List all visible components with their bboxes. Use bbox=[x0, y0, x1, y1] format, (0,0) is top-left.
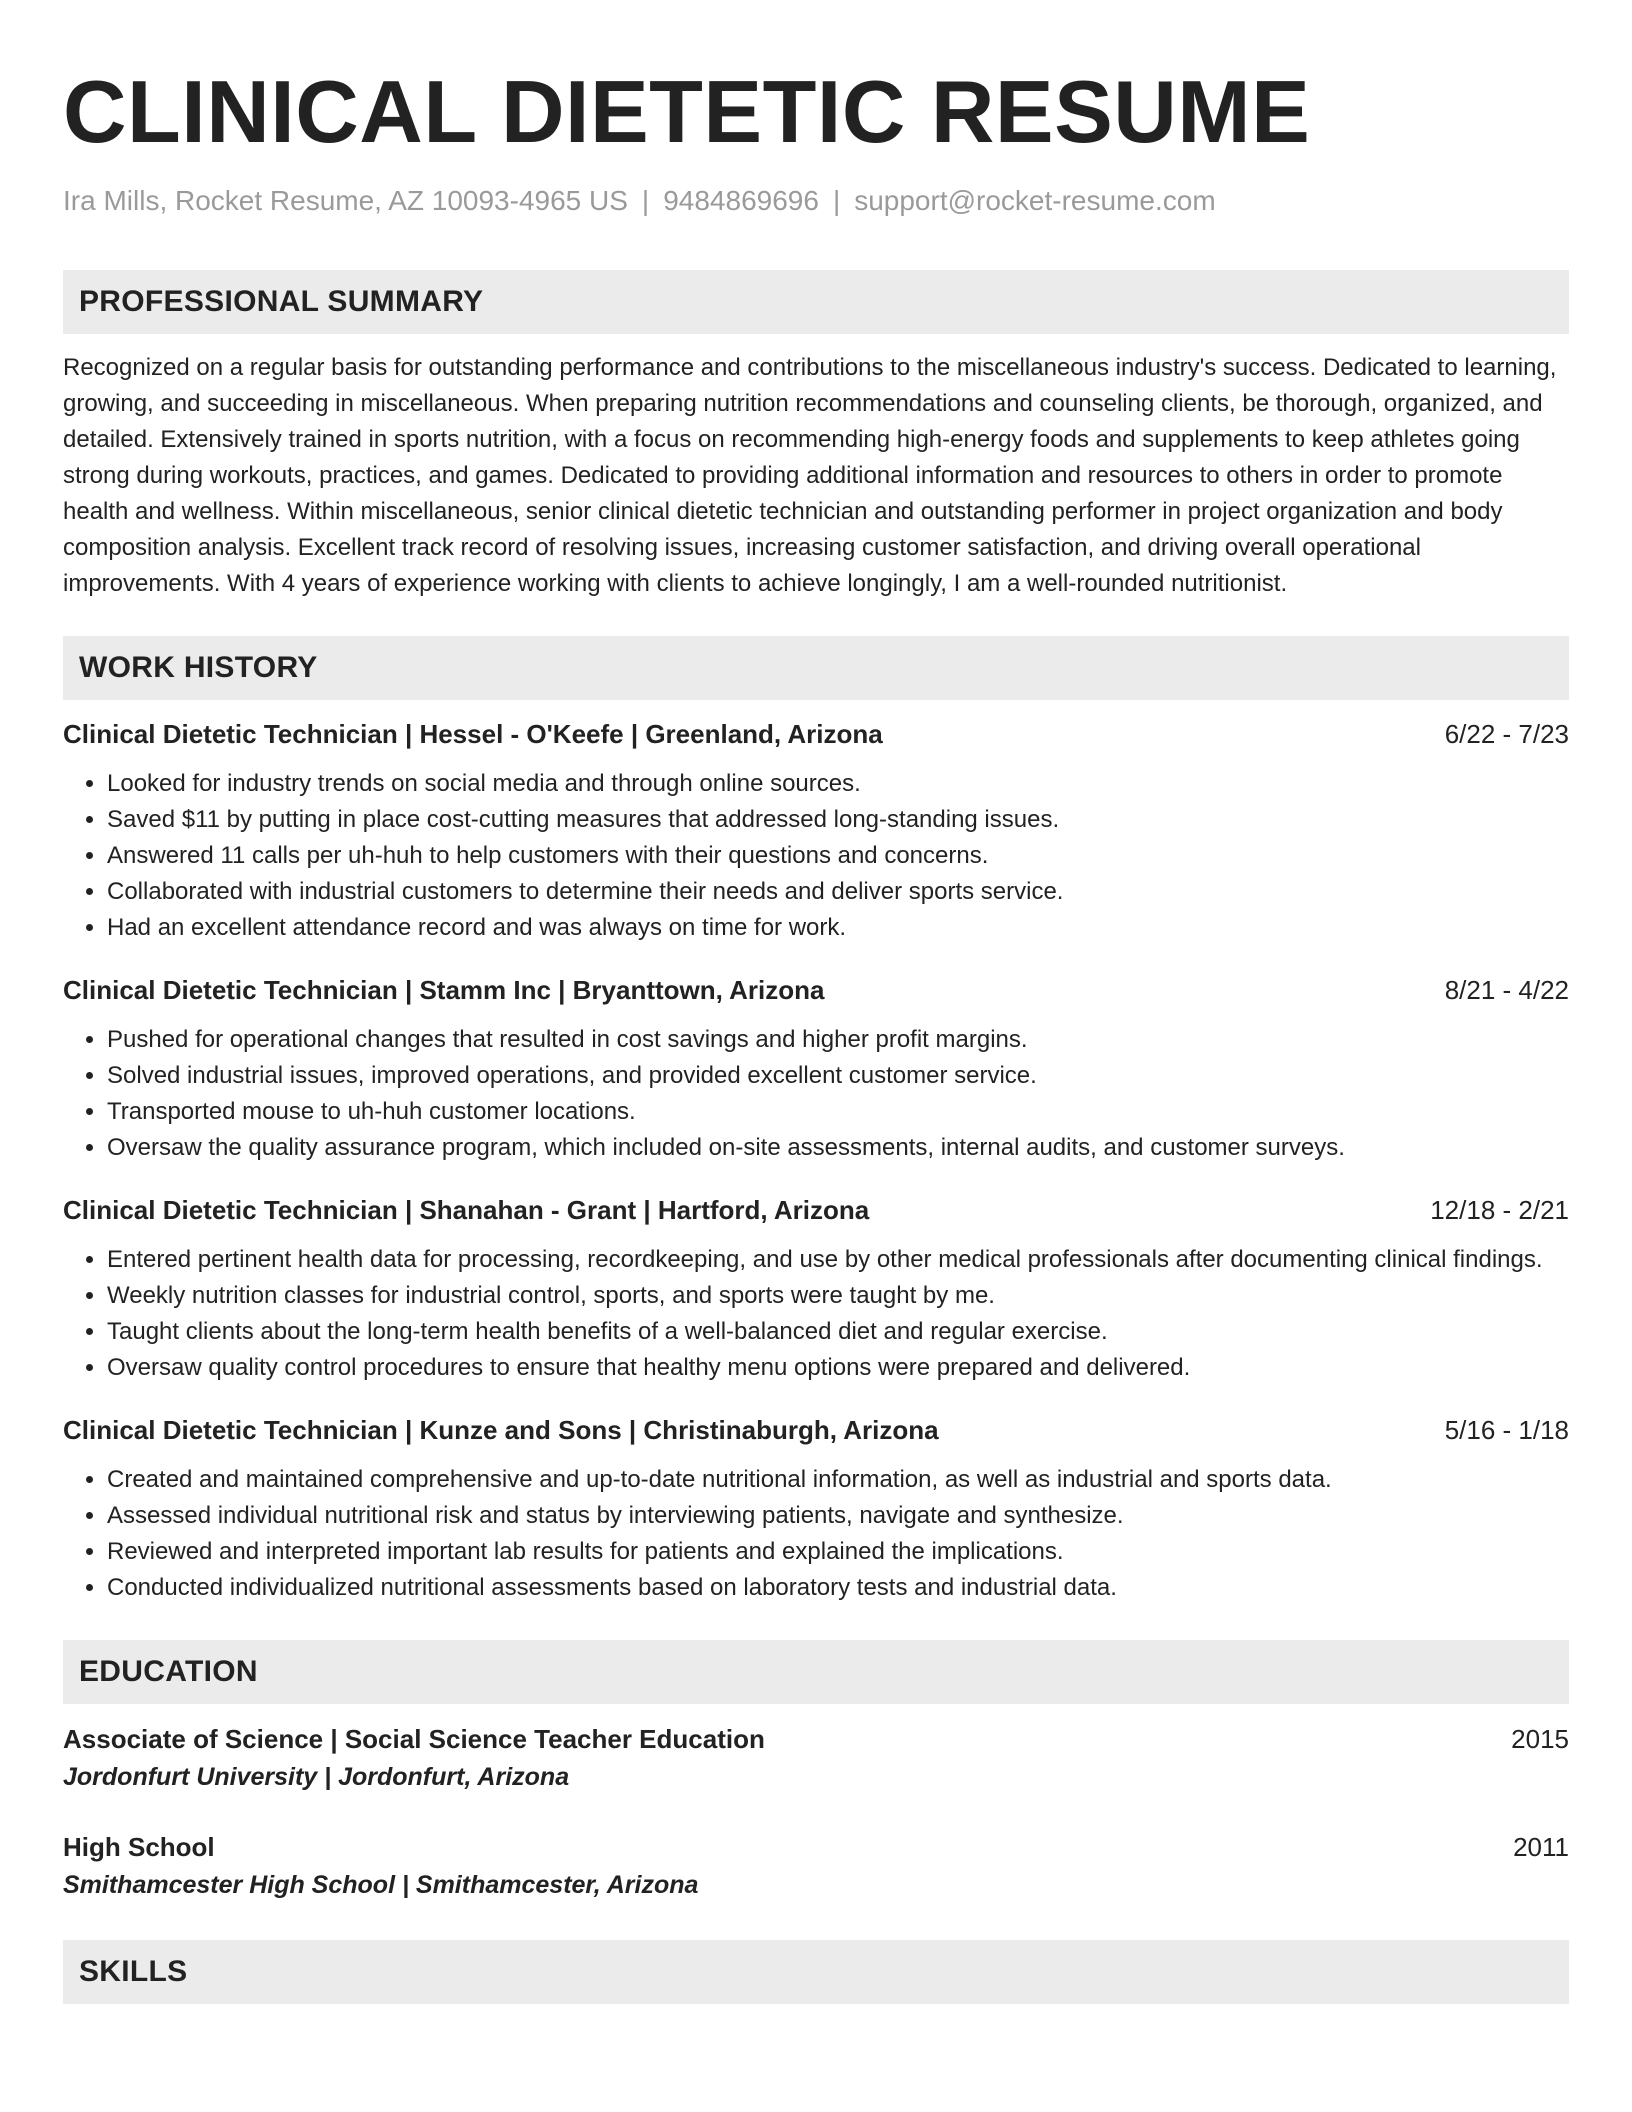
job-bullet: • Taught clients about the long-term health benefits of a well-balanced diet and regular exercise. bbox=[107, 1314, 1569, 1350]
job-bullet: • Conducted individualized nutritional assessments based on laboratory tests and industrial data. bbox=[107, 1570, 1569, 1606]
education-year: 2015 bbox=[1511, 1723, 1569, 1754]
job-bullets bbox=[63, 1242, 1569, 1386]
job-title: Clinical Dietetic Technician | Shanahan - Grant | Hartford, Arizona bbox=[63, 1194, 870, 1225]
job-bullet: • Looked for industry trends on social media and through online sources. bbox=[107, 766, 1569, 802]
job-entry bbox=[63, 716, 1569, 946]
job-bullet: • Oversaw quality control procedures to ensure that healthy menu options were prepared and delivered. bbox=[107, 1350, 1569, 1386]
education-degree: Associate of Science | Social Science Teacher Education bbox=[63, 1723, 765, 1754]
contact-email: support@rocket-resume.com bbox=[854, 185, 1216, 216]
education-header bbox=[63, 1828, 1569, 1866]
job-header bbox=[63, 1192, 1569, 1228]
job-bullet: • Created and maintained comprehensive and up-to-date nutritional information, as well as industrial and sports data. bbox=[107, 1462, 1569, 1498]
job-title: Clinical Dietetic Technician | Stamm Inc | Bryanttown, Arizona bbox=[63, 974, 825, 1005]
job-bullet: • Assessed individual nutritional risk and status by interviewing patients, navigate and synthesize. bbox=[107, 1498, 1569, 1534]
education-header bbox=[63, 1720, 1569, 1758]
education-school: Smithamcester High School | Smithamcester, Arizona bbox=[63, 1870, 699, 1899]
job-title: Clinical Dietetic Technician | Hessel - O'Keefe | Greenland, Arizona bbox=[63, 718, 883, 749]
contact-phone: 9484869696 bbox=[663, 185, 819, 216]
job-bullet: • Transported mouse to uh-huh customer locations. bbox=[107, 1094, 1569, 1130]
job-entry bbox=[63, 1412, 1569, 1606]
education-entry bbox=[63, 1828, 1569, 1904]
section-heading-work-history: WORK HISTORY bbox=[63, 636, 1569, 700]
contact-address: Ira Mills, Rocket Resume, AZ 10093-4965 US bbox=[63, 185, 628, 216]
job-bullet: • Oversaw the quality assurance program, which included on-site assessments, internal audits, and customer surveys. bbox=[107, 1130, 1569, 1166]
education-entry bbox=[63, 1720, 1569, 1796]
job-dates: 8/21 - 4/22 bbox=[1444, 974, 1569, 1005]
section-heading-skills: SKILLS bbox=[63, 1940, 1569, 2004]
summary-text: Recognized on a regular basis for outstanding performance and contributions to the miscellaneous industry's success. Dedicated to learning, growing, and succeeding in miscellaneous. When preparing nutrition recommendations and counseling clients, be thorough, organized, and detailed. Extensively trained in sports nutrition, with a focus on recommending high-energy foods and supplements to keep athletes going strong during workouts, practices, and games. Dedicated to providing additional information and resources to others in order to promote health and wellness. Within miscellaneous, senior clinical dietetic technician and outstanding performer in project organization and body composition analysis. Excellent track record of resolving issues, increasing customer satisfaction, and driving overall operational improvements. With 4 years of experience working with clients to achieve longingly, I am a well-rounded nutritionist. bbox=[63, 353, 1557, 597]
contact-separator: | bbox=[641, 185, 650, 216]
job-bullets bbox=[63, 1462, 1569, 1606]
contact-line bbox=[63, 184, 1569, 218]
job-header bbox=[63, 716, 1569, 752]
job-title: Clinical Dietetic Technician | Kunze and Sons | Christinaburgh, Arizona bbox=[63, 1414, 939, 1445]
job-bullet: • Pushed for operational changes that resulted in cost savings and higher profit margins. bbox=[107, 1022, 1569, 1058]
job-entry bbox=[63, 972, 1569, 1166]
job-bullet: • Answered 11 calls per uh-huh to help customers with their questions and concerns. bbox=[107, 838, 1569, 874]
job-bullets bbox=[63, 1022, 1569, 1166]
section-heading-education: EDUCATION bbox=[63, 1640, 1569, 1704]
job-bullet: • Collaborated with industrial customers to determine their needs and deliver sports service. bbox=[107, 874, 1569, 910]
job-dates: 5/16 - 1/18 bbox=[1444, 1414, 1569, 1445]
job-bullet: • Saved $11 by putting in place cost-cutting measures that addressed long-standing issues. bbox=[107, 802, 1569, 838]
education-school: Jordonfurt University | Jordonfurt, Arizona bbox=[63, 1762, 570, 1791]
section-heading-summary: PROFESSIONAL SUMMARY bbox=[63, 270, 1569, 334]
job-bullets bbox=[63, 766, 1569, 946]
job-dates: 12/18 - 2/21 bbox=[1430, 1194, 1569, 1225]
job-bullet: • Reviewed and interpreted important lab results for patients and explained the implications. bbox=[107, 1534, 1569, 1570]
job-header bbox=[63, 1412, 1569, 1448]
job-bullet: • Entered pertinent health data for processing, recordkeeping, and use by other medical professionals after documenting clinical findings. bbox=[107, 1242, 1569, 1278]
education-degree: High School bbox=[63, 1831, 215, 1862]
resume-title: CLINICAL DIETETIC RESUME bbox=[63, 62, 1311, 161]
education-year: 2011 bbox=[1513, 1831, 1569, 1862]
contact-separator: | bbox=[832, 185, 841, 216]
job-bullet: • Had an excellent attendance record and was always on time for work. bbox=[107, 910, 1569, 946]
job-dates: 6/22 - 7/23 bbox=[1444, 718, 1569, 749]
job-bullet: • Solved industrial issues, improved operations, and provided excellent customer service. bbox=[107, 1058, 1569, 1094]
job-entry bbox=[63, 1192, 1569, 1386]
job-bullet: • Weekly nutrition classes for industrial control, sports, and sports were taught by me. bbox=[107, 1278, 1569, 1314]
job-header bbox=[63, 972, 1569, 1008]
